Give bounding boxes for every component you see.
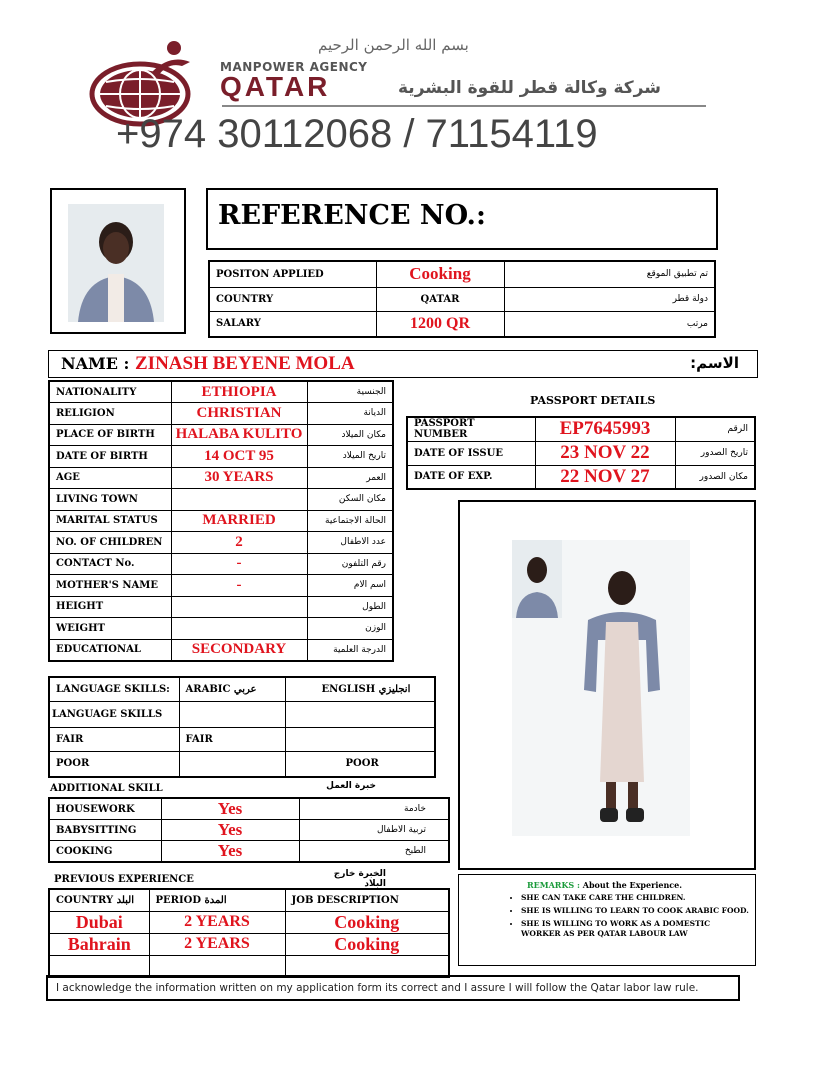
skill-value: Yes (161, 798, 299, 820)
empty-cell (149, 955, 285, 977)
passport-label-ar: الرقم (675, 417, 755, 441)
personal-label: WEIGHT (49, 618, 171, 640)
personal-row (49, 553, 393, 575)
personal-table (48, 380, 394, 662)
personal-row (49, 639, 393, 661)
passport-row (407, 417, 755, 441)
personal-label-ar: عدد الاطفال (307, 532, 393, 554)
header-divider (222, 105, 706, 107)
personal-label: DATE OF BIRTH (49, 446, 171, 468)
experience-country: Bahrain (49, 933, 149, 955)
country-label-ar: دولة قطر (504, 287, 715, 311)
personal-label-ar: العمر (307, 467, 393, 489)
additional-skill-title: ADDITIONAL SKILL (50, 783, 163, 794)
experience-table (48, 888, 450, 978)
position-value: Cooking (376, 261, 504, 287)
agency-name-big: QATAR (220, 71, 331, 102)
personal-value (171, 489, 307, 511)
experience-job: Cooking (285, 933, 449, 955)
acknowledgement-text: I acknowledge the information written on my application form its correct and I assure I will follow the Qatar labor law rule. (56, 982, 699, 994)
phone-number: +974 30112068 / 71154119 (116, 112, 598, 156)
position-label: POSITON APPLIED (209, 261, 376, 287)
passport-row (407, 441, 755, 465)
experience-period: 2 YEARS (149, 911, 285, 933)
name-label-ar: الاسم: (690, 354, 739, 372)
reference-label: REFERENCE NO.: (218, 200, 486, 231)
personal-row (49, 489, 393, 511)
fair-arabic: FAIR (179, 727, 285, 751)
personal-value: 2 (171, 532, 307, 554)
personal-row (49, 618, 393, 640)
personal-row (49, 575, 393, 597)
experience-header-row (49, 889, 449, 911)
passport-value: EP7645993 (535, 417, 675, 441)
full-photo-frame (458, 500, 756, 870)
personal-row (49, 596, 393, 618)
remarks-list (459, 893, 759, 942)
language-skills-row-label: LANGUAGE SKILLS (49, 701, 179, 727)
salary-value: 1200 QR (376, 311, 504, 337)
personal-label-ar: رقم التلفون (307, 553, 393, 575)
personal-label: CONTACT No. (49, 553, 171, 575)
name-bar (48, 350, 758, 378)
personal-label-ar: تاريخ الميلاد (307, 446, 393, 468)
personal-label-ar: مكان السكن (307, 489, 393, 511)
remark-item: • SHE CAN TAKE CARE THE CHILDREN. (521, 893, 751, 903)
passport-label: PASSPORT NUMBER (407, 417, 535, 441)
empty-cell (285, 701, 435, 727)
personal-value: SECONDARY (171, 639, 307, 661)
personal-label: PLACE OF BIRTH (49, 424, 171, 446)
personal-label-ar: الوزن (307, 618, 393, 640)
personal-value: HALABA KULITO (171, 424, 307, 446)
personal-value: - (171, 575, 307, 597)
personal-label: MARITAL STATUS (49, 510, 171, 532)
country-value: QATAR (376, 287, 504, 311)
personal-label: LIVING TOWN (49, 489, 171, 511)
remarks-title-label: REMARKS : (527, 880, 580, 890)
skill-label-ar: تربية الاطفال (299, 820, 449, 841)
experience-row (49, 911, 449, 933)
applicant-photo (68, 204, 164, 322)
position-row (209, 261, 715, 287)
passport-title: PASSPORT DETAILS (530, 394, 656, 407)
additional-table (48, 797, 450, 863)
salary-label-ar: مرتب (504, 311, 715, 337)
personal-value (171, 596, 307, 618)
personal-label-ar: الطول (307, 596, 393, 618)
poor-english: POOR (285, 751, 435, 777)
personal-label: HEIGHT (49, 596, 171, 618)
skill-label: BABYSITTING (49, 820, 161, 841)
skill-value: Yes (161, 820, 299, 841)
personal-row (49, 510, 393, 532)
period-col-header: PERIOD المدة (149, 889, 285, 911)
full-body-photo (512, 540, 690, 836)
personal-value: 30 YEARS (171, 467, 307, 489)
language-header-row (49, 677, 435, 701)
poor-row (49, 751, 435, 777)
personal-value: MARRIED (171, 510, 307, 532)
experience-period: 2 YEARS (149, 933, 285, 955)
language-table (48, 676, 436, 778)
passport-value: 22 NOV 27 (535, 465, 675, 489)
personal-label-ar: الديانة (307, 403, 393, 425)
name-label: NAME : (61, 354, 130, 373)
personal-row (49, 467, 393, 489)
personal-label-ar: الدرجة العلمية (307, 639, 393, 661)
position-label-ar: تم تطبيق الموقع (504, 261, 715, 287)
personal-label: NATIONALITY (49, 381, 171, 403)
personal-label-ar: الحالة الاجتماعية (307, 510, 393, 532)
remarks-box (458, 874, 756, 966)
passport-row (407, 465, 755, 489)
remark-item: • SHE IS WILLING TO WORK AS A DOMESTIC WORKER AS PER QATAR LABOUR LAW (521, 919, 751, 939)
personal-value (171, 618, 307, 640)
empty-cell (285, 955, 449, 977)
skill-label: HOUSEWORK (49, 798, 161, 820)
personal-row (49, 532, 393, 554)
empty-cell (285, 727, 435, 751)
fair-label: FAIR (49, 727, 179, 751)
fair-row (49, 727, 435, 751)
passport-table (406, 416, 756, 490)
personal-label: RELIGION (49, 403, 171, 425)
passport-label-ar: تاريخ الصدور (675, 441, 755, 465)
poor-label: POOR (49, 751, 179, 777)
empty-cell (179, 751, 285, 777)
job-col-header: JOB DESCRIPTION (285, 889, 449, 911)
personal-label-ar: الجنسية (307, 381, 393, 403)
agency-name-small: MANPOWER AGENCY (220, 60, 368, 74)
additional-row (49, 798, 449, 820)
remark-item: • SHE IS WILLING TO LEARN TO COOK ARABIC FOOD. (521, 906, 751, 916)
empty-cell (179, 701, 285, 727)
remarks-title-rest: About the Experience. (582, 880, 683, 890)
personal-value: - (171, 553, 307, 575)
personal-value: ETHIOPIA (171, 381, 307, 403)
experience-country: Dubai (49, 911, 149, 933)
skill-label: COOKING (49, 841, 161, 863)
skill-label-ar: خادمة (299, 798, 449, 820)
personal-row (49, 446, 393, 468)
additional-row (49, 820, 449, 841)
previous-experience-title-ar: الخبرة خارج البلاد (333, 869, 386, 889)
arabic-col: ARABIC عربي (179, 677, 285, 701)
passport-label: DATE OF EXP. (407, 465, 535, 489)
salary-label: SALARY (209, 311, 376, 337)
skill-value: Yes (161, 841, 299, 863)
passport-label: DATE OF ISSUE (407, 441, 535, 465)
country-col-header: COUNTRY البلد (49, 889, 149, 911)
position-table (208, 260, 716, 338)
reference-box (206, 188, 718, 250)
additional-row (49, 841, 449, 863)
english-col: ENGLISH انجليزي (285, 677, 435, 701)
salary-row (209, 311, 715, 337)
language-row (49, 701, 435, 727)
personal-value: CHRISTIAN (171, 403, 307, 425)
agency-name-arabic: شركة وكالة قطر للقوة البشرية (398, 78, 661, 98)
country-row (209, 287, 715, 311)
remarks-title (527, 880, 682, 890)
personal-row (49, 424, 393, 446)
passport-label-ar: مكان الصدور (675, 465, 755, 489)
personal-label-ar: مكان الميلاد (307, 424, 393, 446)
applicant-name: ZINASH BEYENE MOLA (135, 353, 355, 374)
bismillah: بسم الله الرحمن الرحيم (318, 36, 469, 54)
personal-value: 14 OCT 95 (171, 446, 307, 468)
skill-label-ar: الطبخ (299, 841, 449, 863)
personal-label: MOTHER'S NAME (49, 575, 171, 597)
passport-value: 23 NOV 22 (535, 441, 675, 465)
personal-label: AGE (49, 467, 171, 489)
experience-job: Cooking (285, 911, 449, 933)
previous-experience-title: PREVIOUS EXPERIENCE (54, 874, 194, 885)
country-label: COUNTRY (209, 287, 376, 311)
photo-frame (50, 188, 186, 334)
personal-row (49, 403, 393, 425)
additional-skill-title-ar: خبرة العمل (326, 781, 376, 791)
empty-cell (49, 955, 149, 977)
experience-empty-row (49, 955, 449, 977)
acknowledgement-box (46, 975, 740, 1001)
personal-row (49, 381, 393, 403)
personal-label-ar: اسم الام (307, 575, 393, 597)
experience-row (49, 933, 449, 955)
language-skills-label: LANGUAGE SKILLS: (49, 677, 179, 701)
personal-label: EDUCATIONAL (49, 639, 171, 661)
personal-label: NO. OF CHILDREN (49, 532, 171, 554)
